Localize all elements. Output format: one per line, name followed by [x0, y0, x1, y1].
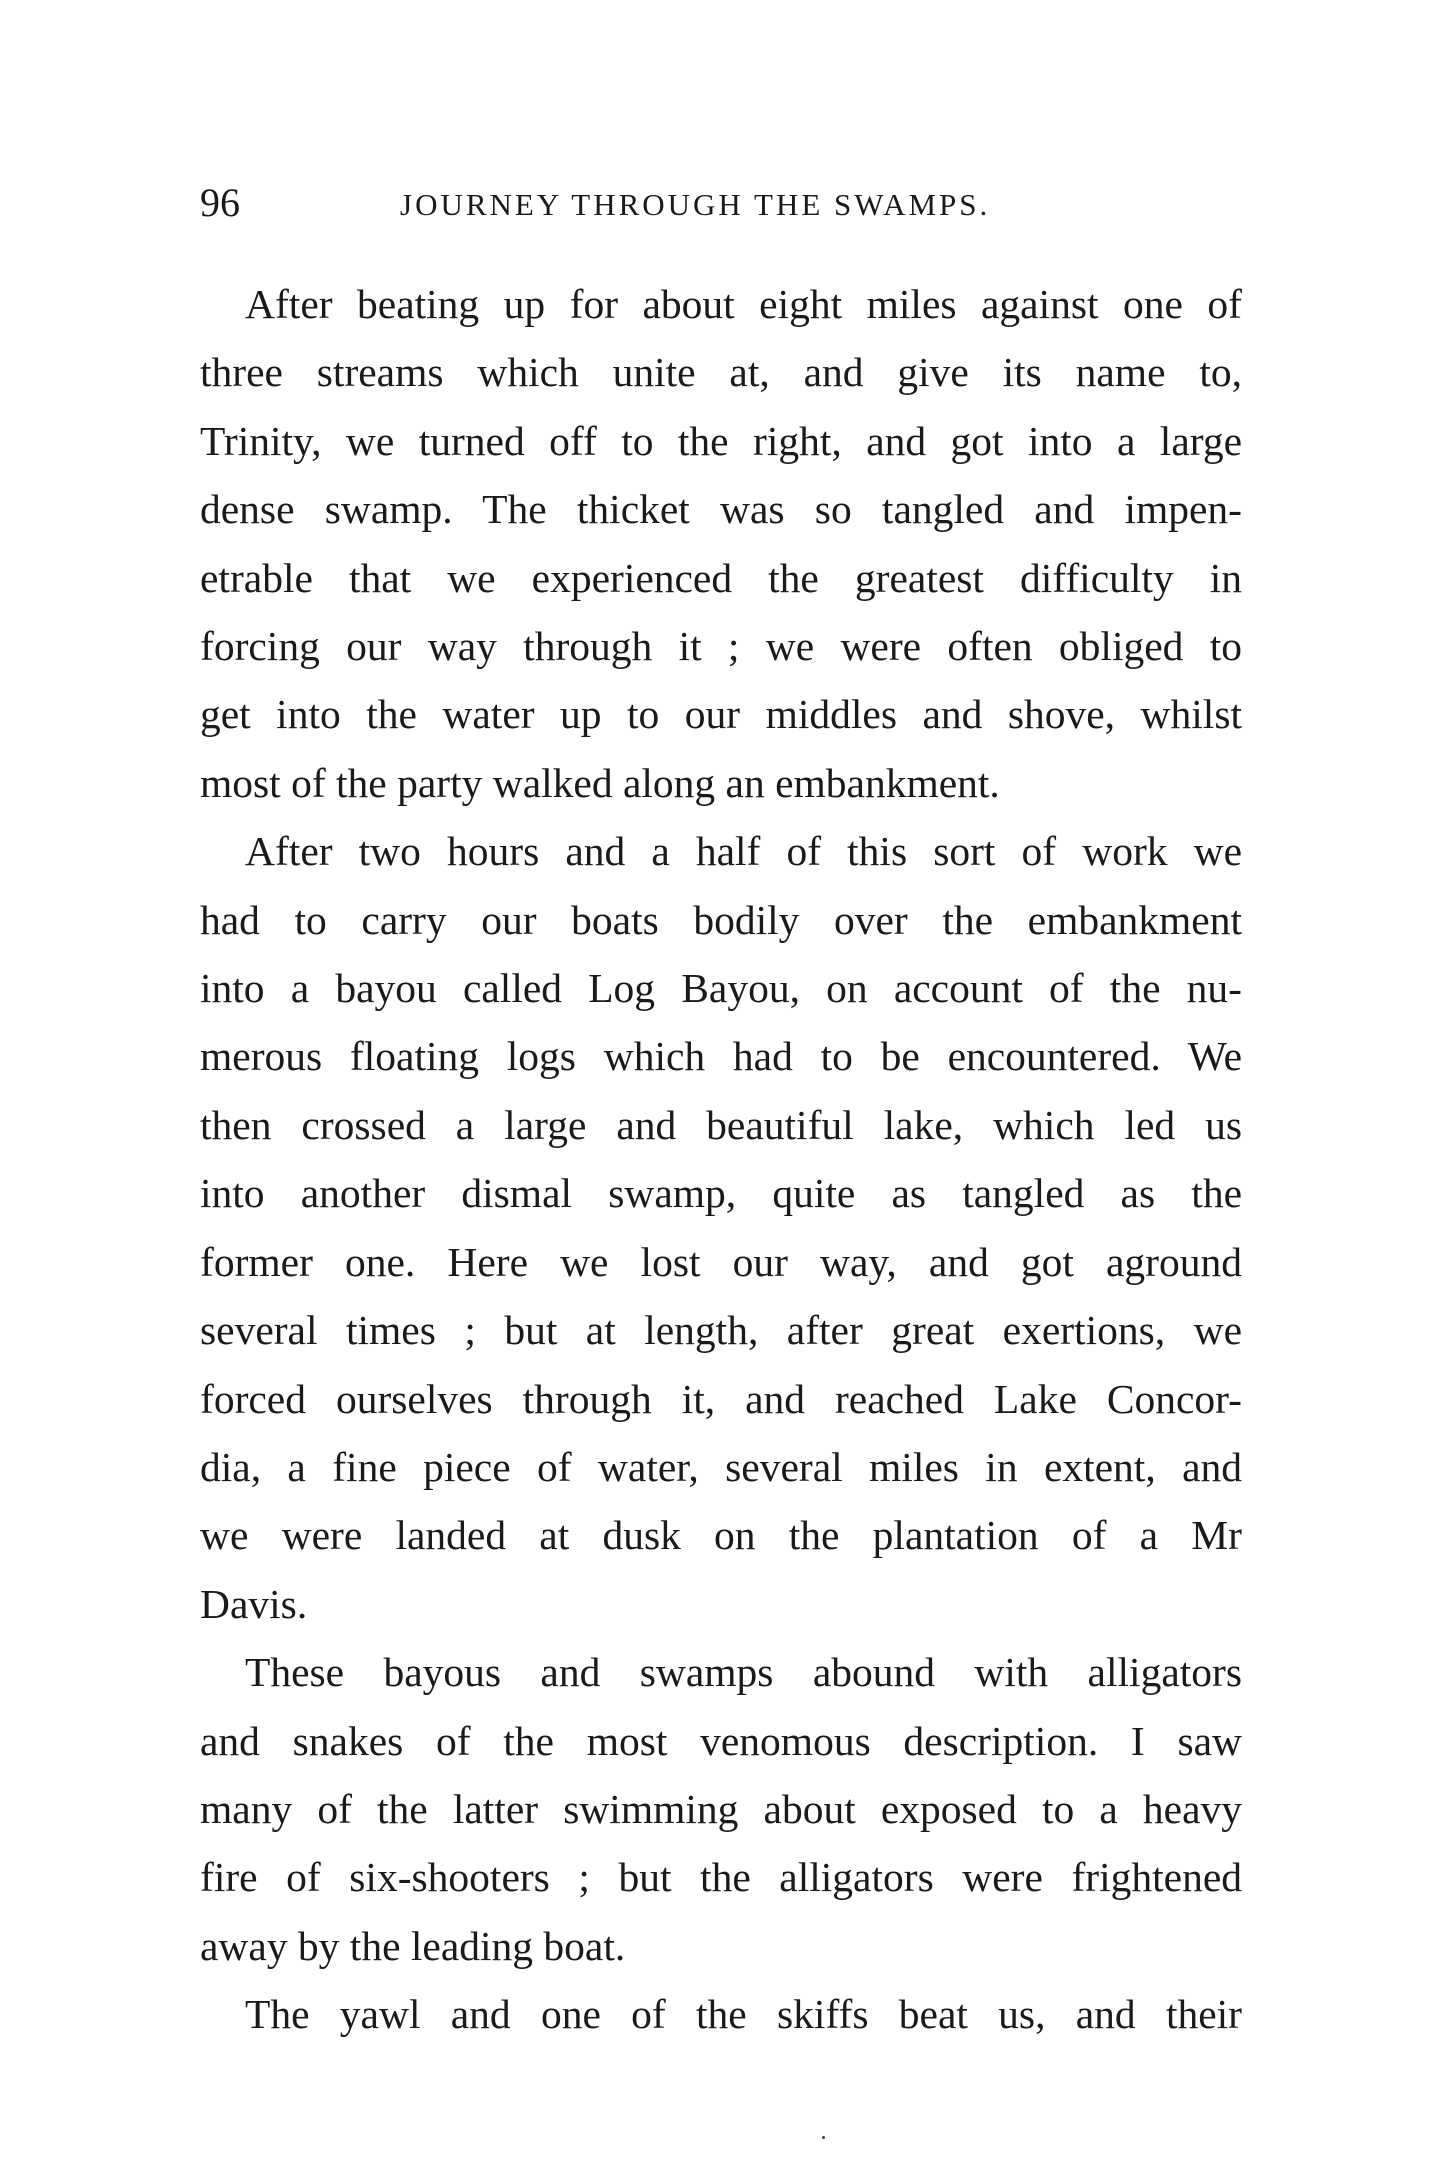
text-line: Davis. [200, 1580, 308, 1627]
paragraph-2 [200, 817, 1242, 1638]
text-line: merous floating logs which had to be encountered. We [200, 1033, 1242, 1080]
paragraph-1 [200, 270, 1242, 817]
text-line: The yawl and one of the skiffs beat us, and their [245, 1991, 1242, 2038]
text-line: into another dismal swamp, quite as tangled as the [200, 1170, 1242, 1217]
text-line: several times ; but at length, after great exertions, we [200, 1307, 1242, 1354]
running-head [200, 178, 1262, 228]
text-line: into a bayou called Log Bayou, on account of the nu- [200, 965, 1242, 1012]
running-title: JOURNEY THROUGH THE SWAMPS. [400, 187, 991, 222]
text-line: get into the water up to our middles and shove, whilst [200, 691, 1242, 738]
body-text [200, 270, 1242, 2049]
text-line: three streams which unite at, and give its name to, [200, 349, 1242, 396]
text-line: dia, a fine piece of water, several miles in extent, and [200, 1443, 1242, 1490]
text-line: then crossed a large and beautiful lake, which led us [200, 1101, 1242, 1148]
text-line: forcing our way through it ; we were often obliged to [200, 623, 1242, 670]
text-line: These bayous and swamps abound with alligators [245, 1649, 1242, 1696]
text-line: many of the latter swimming about exposed to a heavy [200, 1785, 1242, 1832]
text-line: former one. Here we lost our way, and got aground [200, 1238, 1242, 1285]
paragraph-3 [200, 1638, 1242, 1980]
text-line: After beating up for about eight miles against one of [245, 281, 1242, 327]
text-line: After two hours and a half of this sort of work we [245, 828, 1242, 875]
text-line: Trinity, we turned off to the right, and got into a large [200, 417, 1242, 464]
text-line: forced ourselves through it, and reached Lake Concor- [200, 1375, 1242, 1422]
text-line: we were landed at dusk on the plantation of a Mr [200, 1512, 1242, 1559]
text-line: etrable that we experienced the greatest difficulty in [200, 554, 1242, 601]
text-line: dense swamp. The thicket was so tangled and impen- [200, 486, 1242, 533]
text-line: and snakes of the most venomous description. I saw [200, 1717, 1242, 1764]
paragraph-4 [200, 1980, 1242, 2048]
print-speck [822, 2136, 825, 2139]
text-line: fire of six-shooters ; but the alligators were frightened [200, 1854, 1242, 1901]
text-line: away by the leading boat. [200, 1922, 626, 1969]
text-line: most of the party walked along an embankment. [200, 759, 1000, 806]
text-line: had to carry our boats bodily over the embankment [200, 896, 1242, 943]
page-number: 96 [200, 180, 240, 225]
